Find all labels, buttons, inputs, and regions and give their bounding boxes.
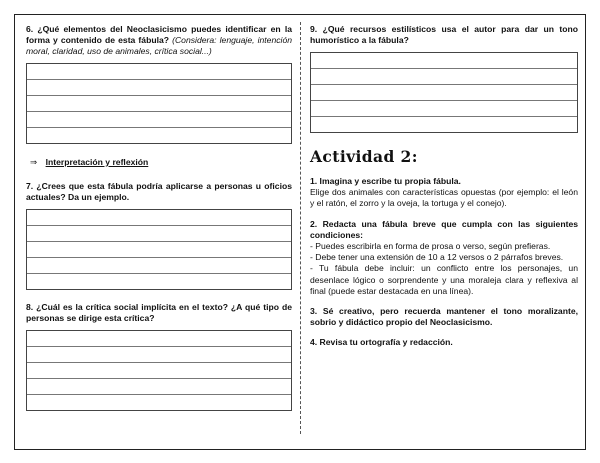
answer-line[interactable]: [27, 127, 291, 143]
answer-line[interactable]: [311, 68, 577, 84]
column-divider: [300, 22, 301, 434]
right-column: [310, 24, 578, 349]
question-9: 9. ¿Qué recursos estilísticos usa el autor para dar un tono humorístico a la fábula?: [310, 24, 578, 45]
answer-line[interactable]: [27, 225, 291, 241]
answer-box-7[interactable]: [26, 209, 292, 290]
answer-line[interactable]: [27, 394, 291, 410]
answer-line[interactable]: [27, 362, 291, 378]
condition-item: - Debe tener una extensión de 10 a 12 versos o 2 párrafos breves.: [310, 252, 564, 263]
answer-line[interactable]: [311, 84, 577, 100]
condition-item: - Puedes escribirla en forma de prosa o verso, según prefieras.: [310, 241, 551, 252]
section-heading: [30, 157, 292, 168]
answer-line[interactable]: [27, 64, 291, 79]
answer-line[interactable]: [27, 210, 291, 225]
condition-item: - Tu fábula debe incluir: un conflicto entre los personajes, un desenlace lógico o sorprendente y una moraleja clara y reflexiva al final (puede estar destacada en una línea).: [310, 263, 578, 296]
answer-box-6[interactable]: [26, 63, 292, 144]
answer-line[interactable]: [27, 273, 291, 289]
right-arrow-icon: ⇒: [30, 157, 38, 167]
answer-line[interactable]: [311, 53, 577, 68]
step-3: 3. Sé creativo, pero recuerda mantener el tono moralizante, sobrio y didáctico propio del Neoclasicismo.: [310, 306, 578, 328]
answer-box-9[interactable]: [310, 52, 578, 133]
activity-title: Actividad 2:: [310, 147, 418, 166]
step-2-title: 2. Redacta una fábula breve que cumpla con las siguientes condiciones:: [310, 218, 578, 240]
answer-line[interactable]: [311, 100, 577, 116]
section-heading-label: Interpretación y reflexión: [45, 157, 149, 167]
question-8: 8. ¿Cuál es la crítica social implícita en el texto? ¿A qué tipo de personas se dirige esta crítica?: [26, 302, 292, 323]
question-6-title: 6. ¿Qué elementos del Neoclasicismo puedes identificar en la forma y contenido de esta fábula?: [26, 24, 292, 45]
answer-line[interactable]: [27, 331, 291, 346]
question-6: [26, 24, 292, 57]
left-column: [26, 24, 292, 411]
answer-line[interactable]: [27, 79, 291, 95]
answer-line[interactable]: [27, 257, 291, 273]
answer-line[interactable]: [27, 111, 291, 127]
answer-line[interactable]: [27, 95, 291, 111]
step-4: 4. Revisa tu ortografía y redacción.: [310, 337, 453, 348]
answer-line[interactable]: [27, 378, 291, 394]
answer-line[interactable]: [27, 346, 291, 362]
step-1-text: Elige dos animales con características opuestas (por ejemplo: el león y el ratón, el zorro y la oveja, la tortuga y el conejo).: [310, 187, 578, 209]
question-7: 7. ¿Crees que esta fábula podría aplicarse a personas u oficios actuales? Da un ejemplo.: [26, 181, 292, 202]
question-6-hint: (Considera: lenguaje, intención moral, claridad, uso de animales, crítica social...): [26, 35, 293, 56]
answer-line[interactable]: [27, 241, 291, 257]
answer-box-8[interactable]: [26, 330, 292, 411]
step-1-title: 1. Imagina y escribe tu propia fábula.: [310, 176, 461, 186]
answer-line[interactable]: [311, 116, 577, 132]
